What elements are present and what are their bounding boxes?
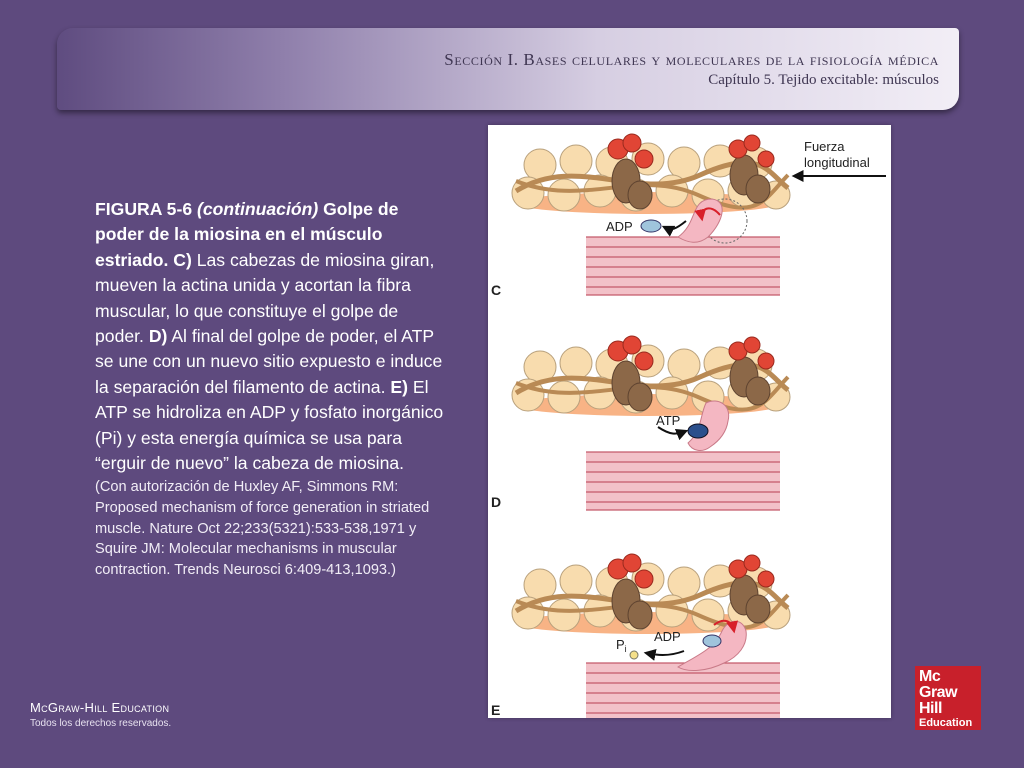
adp-label-e: ADP — [654, 629, 681, 644]
panel-e-letter: E — [491, 702, 501, 718]
adp-molecule-e — [703, 635, 721, 647]
logo-line-3: Hill — [919, 700, 942, 717]
mcgraw-hill-logo — [915, 666, 981, 730]
figure-qualifier: (continuación) — [197, 199, 319, 219]
panel-e-label: E) — [390, 376, 408, 397]
panel-e-text: El ATP se hidroliza en ADP y fosfato inorgánico (Pi) y esta energía química se usa para “erguir de nuevo” la cabeza de miosina. — [95, 376, 444, 474]
adp-molecule-c — [641, 220, 661, 232]
panel-c-text: Las cabezas de miosina giran, mueven la actina unida y acortan la fibra muscular, lo que constituye el golpe de poder. — [95, 249, 435, 347]
atp-label-d: ATP — [656, 413, 681, 428]
figure-svg — [488, 125, 891, 718]
panel-d-label: D) — [148, 326, 168, 347]
figure-title: Golpe de poder de la miosina en el músculo estriado. — [95, 199, 399, 270]
force-label-line2: longitudinal — [804, 155, 870, 170]
myosin-filament-e — [586, 663, 780, 718]
section-title: Sección I. Bases celulares y moleculares de la fisiología médica — [444, 50, 939, 69]
atp-molecule-d — [688, 424, 708, 438]
logo-line-2: Graw — [919, 684, 958, 701]
pi-release-arrow — [646, 651, 684, 655]
myosin-filament-c — [586, 237, 780, 295]
pi-label-subscript: i — [624, 644, 627, 654]
pi-label-main: P — [616, 637, 625, 652]
actin-filament-e — [512, 554, 790, 634]
logo-line-4: Education — [919, 717, 973, 729]
panel-c — [491, 134, 886, 298]
panel-d-text: Al final del golpe de poder, el ATP se une con un nuevo sitio expuesto e induce la separación del filamento de actina. — [95, 326, 443, 397]
myosin-power-stroke-figure — [488, 125, 891, 718]
actin-filament-d — [512, 336, 790, 416]
caption-body — [95, 197, 445, 476]
myosin-filament-d — [586, 452, 780, 510]
panel-d — [491, 336, 790, 510]
panel-c-label: C) — [173, 249, 192, 270]
panel-d-letter: D — [491, 494, 502, 510]
adp-label-c: ADP — [606, 219, 633, 234]
figure-caption — [95, 197, 445, 580]
pi-label — [616, 637, 627, 654]
logo-line-1: Mc — [919, 668, 941, 685]
chapter-subtitle: Capítulo 5. Tejido excitable: músculos — [708, 72, 939, 88]
figure-label: FIGURA 5-6 — [95, 199, 193, 219]
phosphate-molecule — [630, 651, 638, 659]
panel-e — [491, 554, 790, 718]
header-band — [57, 28, 959, 110]
panel-c-letter: C — [491, 282, 502, 298]
actin-filament-c — [512, 134, 790, 214]
footer-rights: Todos los derechos reservados. — [30, 718, 172, 729]
figure-credit: (Con autorización de Huxley AF, Simmons RM: Proposed mechanism of force generation in striated muscle. Nature Oct 22;233(5321):533-538,1971 y Squire JM: Molecular mechanisms in muscular contraction. Trends Neurosci 6:409-413,1093.) — [95, 479, 430, 578]
force-label-line1: Fuerza — [804, 139, 845, 154]
adp-release-arrow — [664, 221, 686, 229]
footer-company: McGraw-Hill Education — [30, 700, 170, 715]
